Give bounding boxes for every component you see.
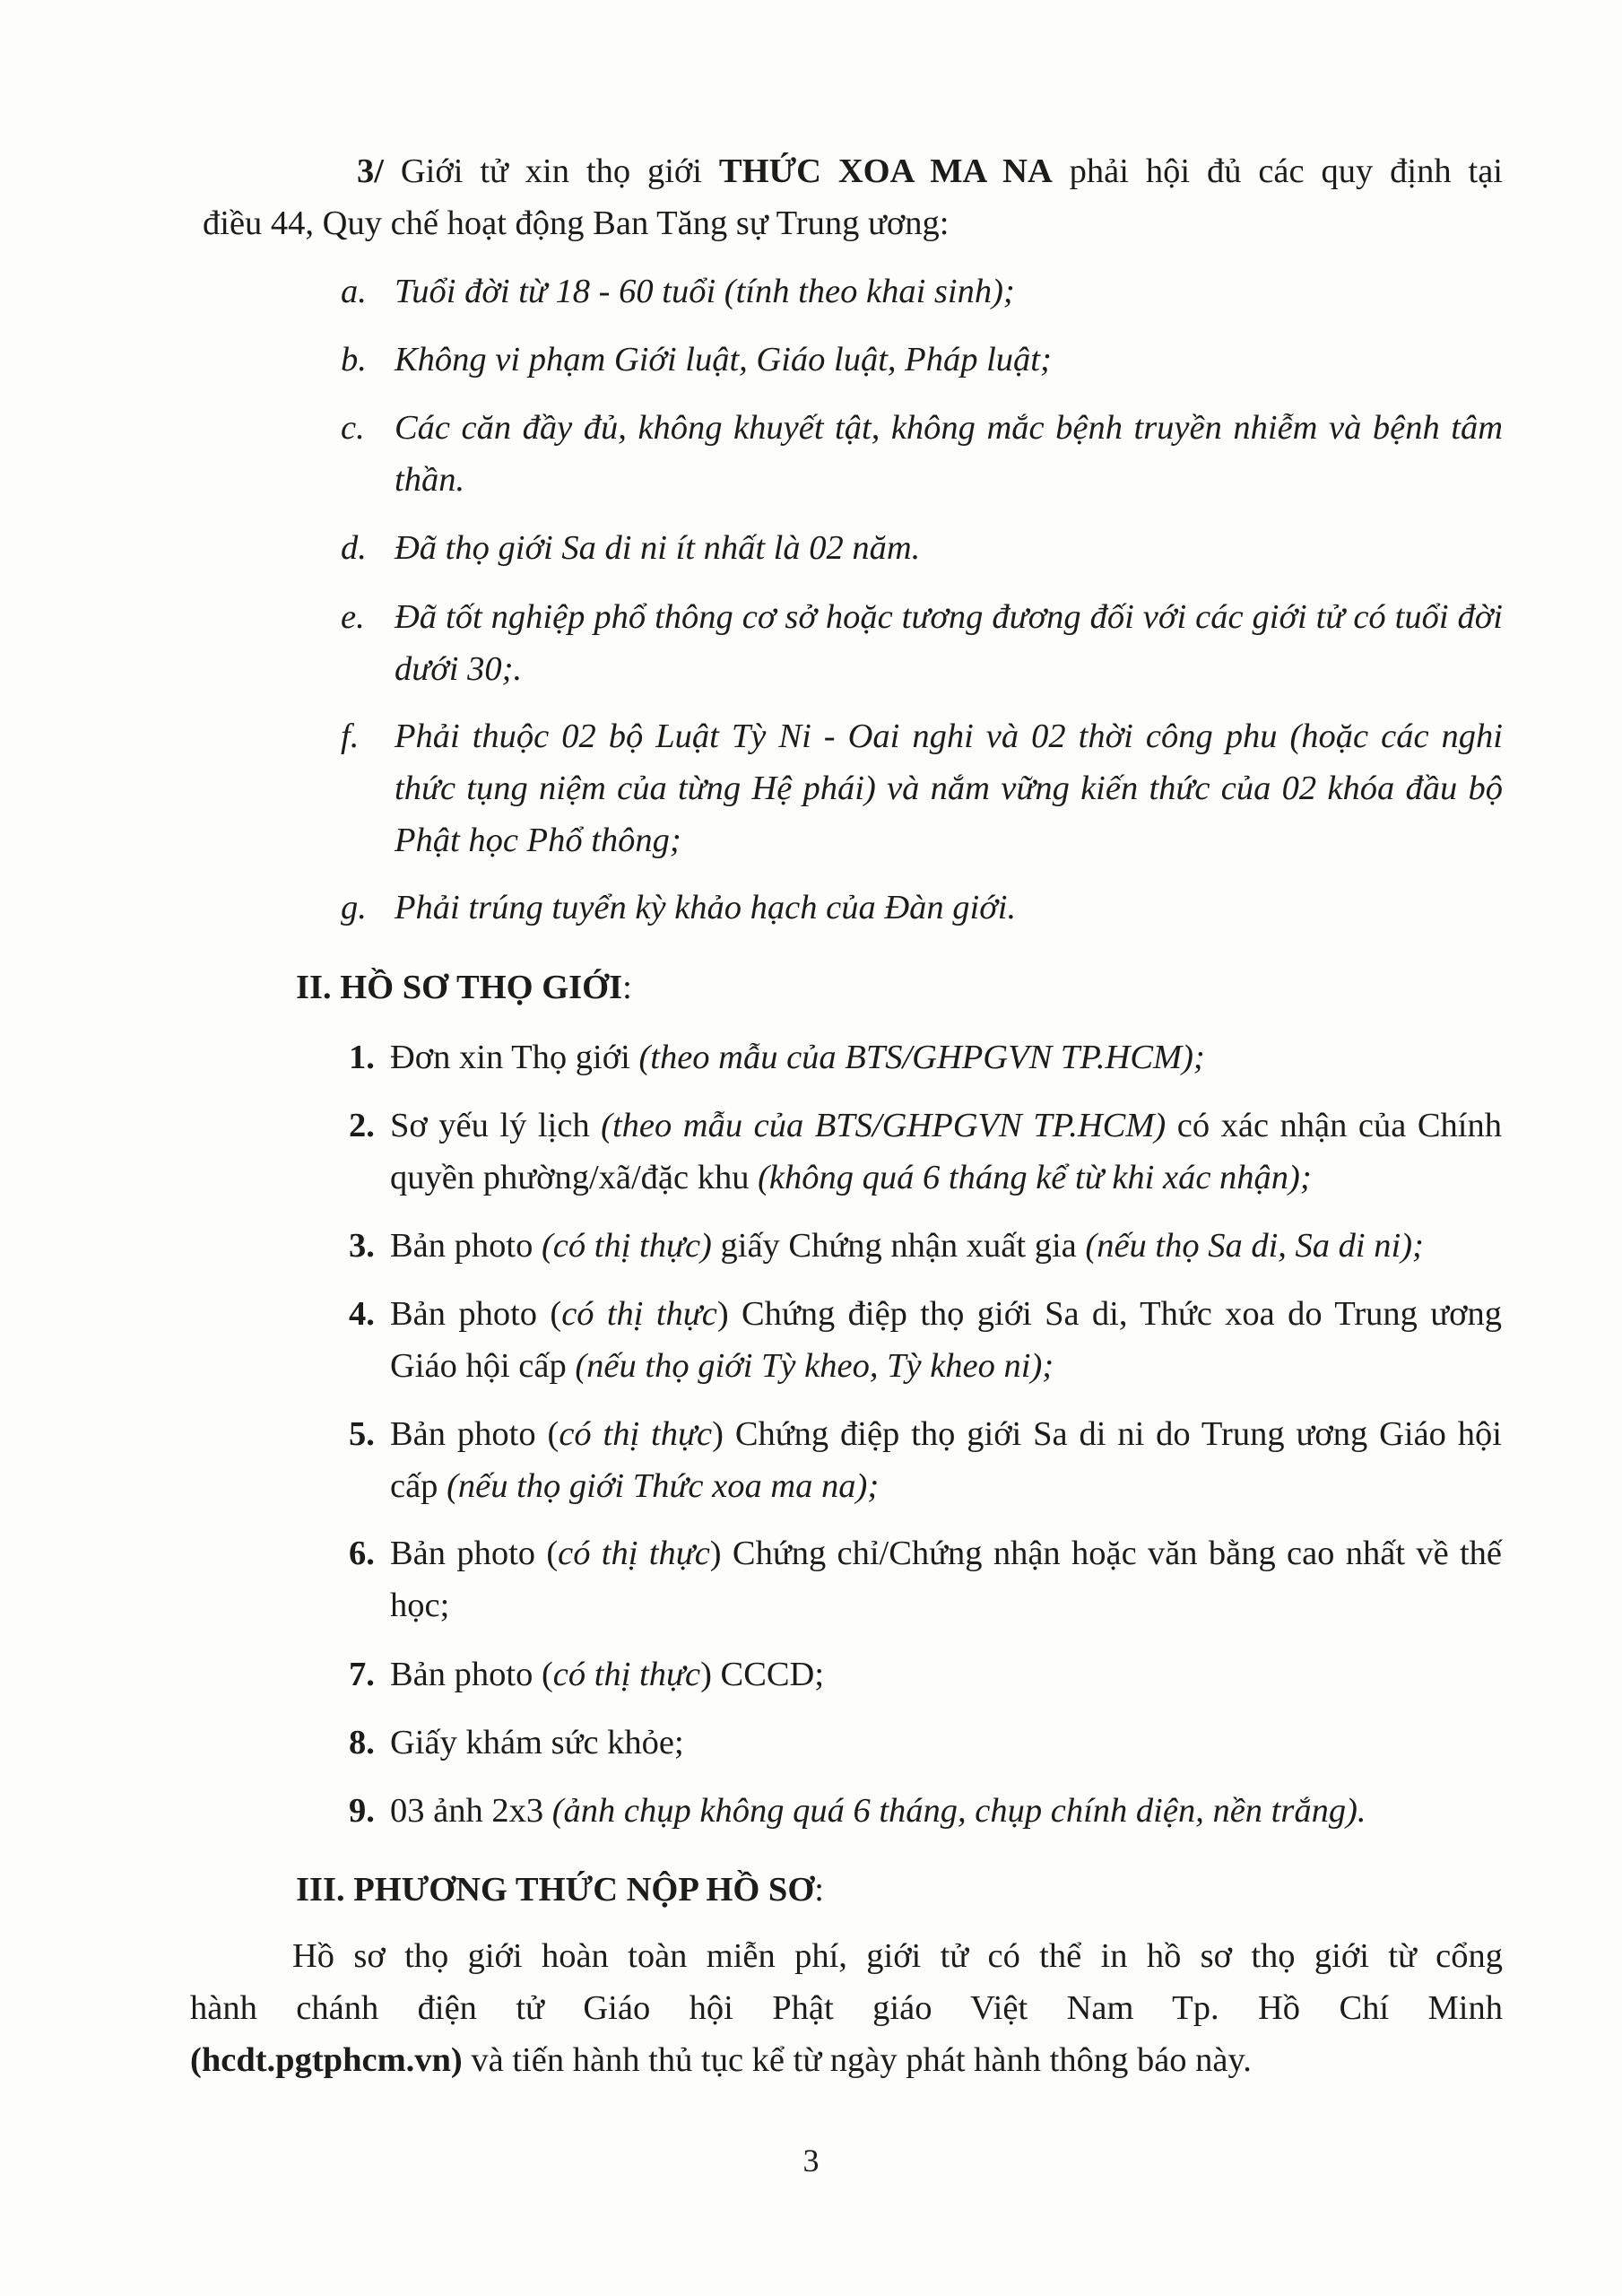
document-number: 9. bbox=[349, 1792, 375, 1830]
requirement-label: e. bbox=[341, 598, 365, 636]
document-text-italic: (theo mẫu của BTS/GHPGVN TP.HCM); bbox=[638, 1039, 1205, 1076]
document-text-italic: có thị thực bbox=[552, 1656, 701, 1693]
section-iii-line3-rest: và tiến hành thủ tục kể từ ngày phát hành thông báo này. bbox=[462, 2041, 1252, 2079]
document-item-6 bbox=[349, 1527, 1502, 1631]
document-text-part: ) Chứng điệp thọ giới Sa di, Thức xoa do Trung ương Giáo hội cấp bbox=[390, 1295, 1502, 1385]
document-text-italic: (nếu thọ Sa di, Sa di ni); bbox=[1085, 1227, 1424, 1265]
section3-lead-text-2: phải hội đủ các quy định tại bbox=[1052, 152, 1504, 190]
document-number: 6. bbox=[349, 1535, 375, 1572]
document-text bbox=[390, 1031, 1502, 1083]
document-item-1 bbox=[349, 1031, 1502, 1083]
document-text-part: Bản photo ( bbox=[390, 1295, 562, 1333]
document-text-italic: có thị thực bbox=[561, 1295, 717, 1333]
requirement-label: d. bbox=[341, 529, 367, 567]
requirement-label: c. bbox=[341, 409, 365, 447]
section3-lead-line1 bbox=[357, 145, 1503, 197]
document-text bbox=[390, 1408, 1502, 1512]
document-text bbox=[390, 1527, 1502, 1631]
document-text-part: ) CCCD; bbox=[700, 1656, 825, 1693]
document-item-8 bbox=[349, 1717, 1502, 1769]
section-iii-heading-text: III. PHƯƠNG THỨC NỘP HỒ SƠ bbox=[296, 1871, 815, 1909]
requirement-text: Không vi phạm Giới luật, Giáo luật, Pháp luật; bbox=[395, 341, 1052, 378]
document-text-part: ) Chứng chỉ/Chứng nhận hoặc văn bằng cao nhất về thế học; bbox=[390, 1535, 1502, 1624]
document-number: 3. bbox=[349, 1227, 375, 1265]
document-text bbox=[390, 1717, 1502, 1769]
document-text-part: có xác nhận của Chính quyền phường/xã/đặc khu bbox=[390, 1107, 1502, 1196]
document-item-3 bbox=[349, 1220, 1502, 1272]
document-text bbox=[390, 1100, 1502, 1204]
page-number: 3 bbox=[802, 2143, 820, 2179]
document-text-part: Bản photo ( bbox=[390, 1535, 559, 1572]
requirement-text: Phải thuộc 02 bộ Luật Tỳ Ni - Oai nghi và 02 thời công phu (hoặc các nghi thức tụng niệm của từng Hệ phái) và nắm vững kiến thức của 02 khóa đầu bộ Phật học Phổ thông; bbox=[395, 718, 1503, 859]
document-text-part: Đơn xin Thọ giới bbox=[390, 1039, 639, 1076]
requirement-item-c bbox=[341, 402, 1503, 506]
document-text-part: ) Chứng điệp thọ giới Sa di ni do Trung ương Giáo hội cấp bbox=[390, 1415, 1503, 1505]
document-item-7 bbox=[349, 1648, 1502, 1700]
portal-url: (hcdt.pgtphcm.vn) bbox=[190, 2041, 463, 2079]
requirement-item-e bbox=[341, 591, 1503, 695]
document-number: 1. bbox=[349, 1039, 375, 1076]
document-text bbox=[390, 1785, 1502, 1837]
document-text-part: giấy Chứng nhận xuất gia bbox=[711, 1227, 1086, 1265]
requirement-item-d bbox=[341, 522, 1503, 574]
section-iii-colon: : bbox=[814, 1871, 824, 1909]
document-item-5 bbox=[349, 1408, 1503, 1512]
section3-lead-text-1: Giới tử xin thọ giới bbox=[383, 152, 719, 190]
section-ii-colon: : bbox=[622, 969, 632, 1006]
document-number: 5. bbox=[349, 1415, 375, 1453]
requirement-text: Các căn đầy đủ, không khuyết tật, không mắc bệnh truyền nhiễm và bệnh tâm thần. bbox=[395, 409, 1503, 499]
section-iii-line1: Hồ sơ thọ giới hoàn toàn miễn phí, giới tử có thể in hồ sơ thọ giới từ cổng bbox=[292, 1937, 1503, 1975]
requirement-item-f bbox=[341, 710, 1503, 866]
document-text-italic: (không quá 6 tháng kể từ khi xác nhận); bbox=[758, 1159, 1312, 1196]
document-item-4 bbox=[349, 1288, 1502, 1392]
requirement-text: Đã tốt nghiệp phổ thông cơ sở hoặc tương đương đối với các giới tử có tuổi đời dưới 30;. bbox=[395, 598, 1503, 688]
document-text-italic: (có thị thực) bbox=[541, 1227, 712, 1265]
document-text-part: Bản photo ( bbox=[390, 1415, 559, 1453]
section-iii-heading bbox=[296, 1864, 824, 1916]
document-number: 4. bbox=[349, 1295, 375, 1333]
requirement-item-g bbox=[341, 882, 1503, 934]
requirement-label: a. bbox=[341, 273, 367, 310]
section-ii-heading-text: II. HỒ SƠ THỌ GIỚI bbox=[296, 969, 623, 1006]
document-text bbox=[390, 1288, 1502, 1392]
document-number: 2. bbox=[349, 1107, 375, 1144]
requirement-item-b bbox=[341, 334, 1503, 386]
section-iii-line3 bbox=[190, 2034, 1252, 2086]
document-number: 8. bbox=[349, 1724, 375, 1761]
section-ii-heading bbox=[296, 961, 632, 1013]
document-text-italic: (theo mẫu của BTS/GHPGVN TP.HCM) bbox=[601, 1107, 1167, 1144]
document-text-part: Bản photo bbox=[390, 1227, 542, 1265]
requirement-text: Phải trúng tuyển kỳ khảo hạch của Đàn giới. bbox=[395, 889, 1017, 926]
document-text-part: Giấy khám sức khỏe; bbox=[390, 1724, 684, 1761]
section3-lead-line2: điều 44, Quy chế hoạt động Ban Tăng sự Trung ương: bbox=[203, 204, 950, 242]
requirement-label: g. bbox=[341, 889, 367, 926]
requirement-item-a bbox=[341, 265, 1503, 317]
document-item-2 bbox=[349, 1100, 1502, 1204]
document-text-italic: có thị thực bbox=[558, 1535, 710, 1572]
requirement-text: Đã thọ giới Sa di ni ít nhất là 02 năm. bbox=[395, 529, 921, 567]
document-text-part: 03 ảnh 2x3 bbox=[390, 1792, 552, 1830]
document-text-italic: (nếu thọ giới Tỳ kheo, Tỳ kheo ni); bbox=[575, 1347, 1054, 1385]
document-text-italic: có thị thực bbox=[559, 1415, 713, 1453]
document-text bbox=[390, 1648, 1502, 1700]
document-text-italic: (ảnh chụp không quá 6 tháng, chụp chính diện, nền trắng). bbox=[551, 1792, 1366, 1830]
section3-label: 3/ bbox=[357, 152, 384, 190]
document-text-part: Sơ yếu lý lịch bbox=[390, 1107, 602, 1144]
section3-lead-bold: THỨC XOA MA NA bbox=[718, 152, 1053, 190]
document-text bbox=[390, 1220, 1502, 1272]
requirement-text: Tuổi đời từ 18 - 60 tuổi (tính theo khai sinh); bbox=[395, 273, 1015, 310]
document-text-italic: (nếu thọ giới Thức xoa ma na); bbox=[447, 1467, 880, 1505]
document-item-9 bbox=[349, 1785, 1502, 1837]
section-iii-line2: hành chánh điện tử Giáo hội Phật giáo Việt Nam Tp. Hồ Chí Minh bbox=[190, 1989, 1503, 2027]
requirement-label: b. bbox=[341, 341, 367, 378]
requirement-label: f. bbox=[341, 718, 360, 755]
document-text-part: Bản photo ( bbox=[390, 1656, 553, 1693]
document-number: 7. bbox=[349, 1656, 375, 1693]
